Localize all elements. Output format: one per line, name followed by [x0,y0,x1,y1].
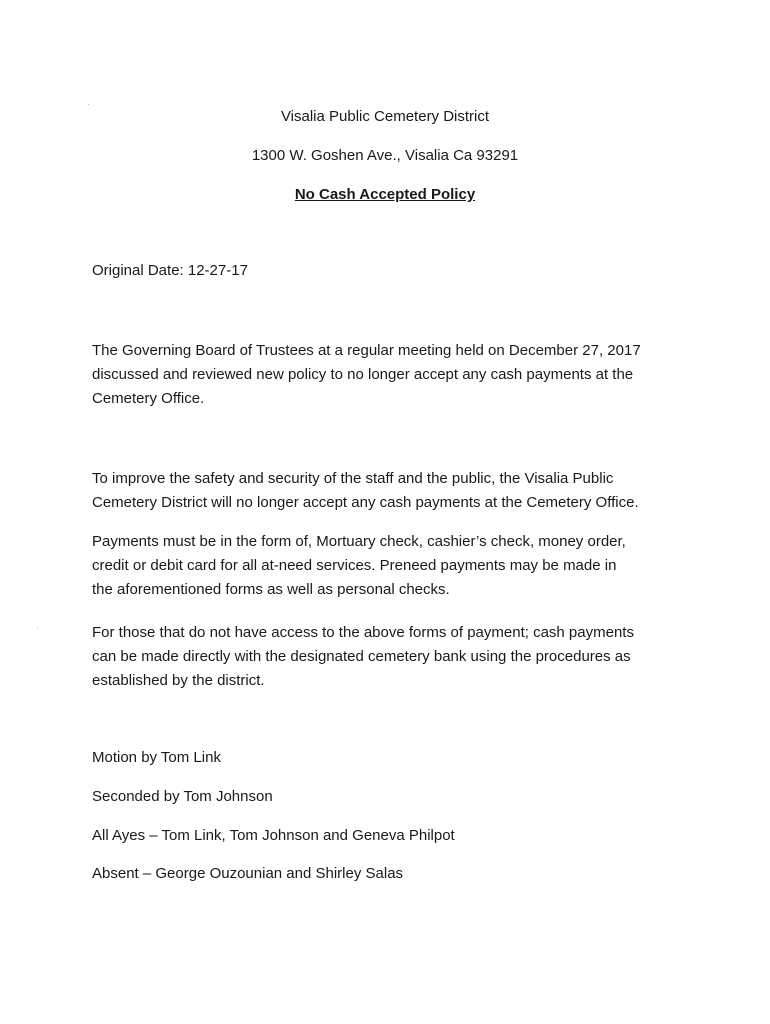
paragraph-line: Payments must be in the form of, Mortuary check, cashier’s check, money order, [92,533,626,550]
policy-title: No Cash Accepted Policy [294,186,476,203]
paragraph-line: Cemetery District will no longer accept any cash payments at the Cemetery Office. [92,494,639,511]
paragraph-line: can be made directly with the designated cemetery bank using the procedures as [92,648,631,665]
organization-address: 1300 W. Goshen Ave., Visalia Ca 93291 [251,147,519,164]
paragraph-line: the aforementioned forms as well as personal checks. [92,581,450,598]
paragraph-line: credit or debit card for all at-need services. Preneed payments may be made in [92,557,617,574]
paragraph-line: established by the district. [92,672,265,689]
absent-line: Absent – George Ouzounian and Shirley Salas [92,865,404,882]
cash-alternative-paragraph [92,621,692,693]
payments-paragraph [92,530,692,602]
scan-speck [37,628,38,629]
paragraph-line: Cemetery Office. [92,390,205,407]
ayes-line: All Ayes – Tom Link, Tom Johnson and Geneva Philpot [92,827,455,844]
original-date: Original Date: 12-27-17 [92,262,248,279]
safety-paragraph [92,467,692,515]
seconded-line: Seconded by Tom Johnson [92,788,273,805]
paragraph-line: The Governing Board of Trustees at a regular meeting held on December 27, 2017 [92,342,641,359]
organization-name: Visalia Public Cemetery District [280,108,490,125]
scan-speck [88,104,89,105]
paragraph-line: discussed and reviewed new policy to no longer accept any cash payments at the [92,366,634,383]
paragraph-line: To improve the safety and security of the staff and the public, the Visalia Public [92,470,614,487]
motion-line: Motion by Tom Link [92,749,221,766]
board-meeting-paragraph [92,339,692,411]
paragraph-line: For those that do not have access to the above forms of payment; cash payments [92,624,634,641]
